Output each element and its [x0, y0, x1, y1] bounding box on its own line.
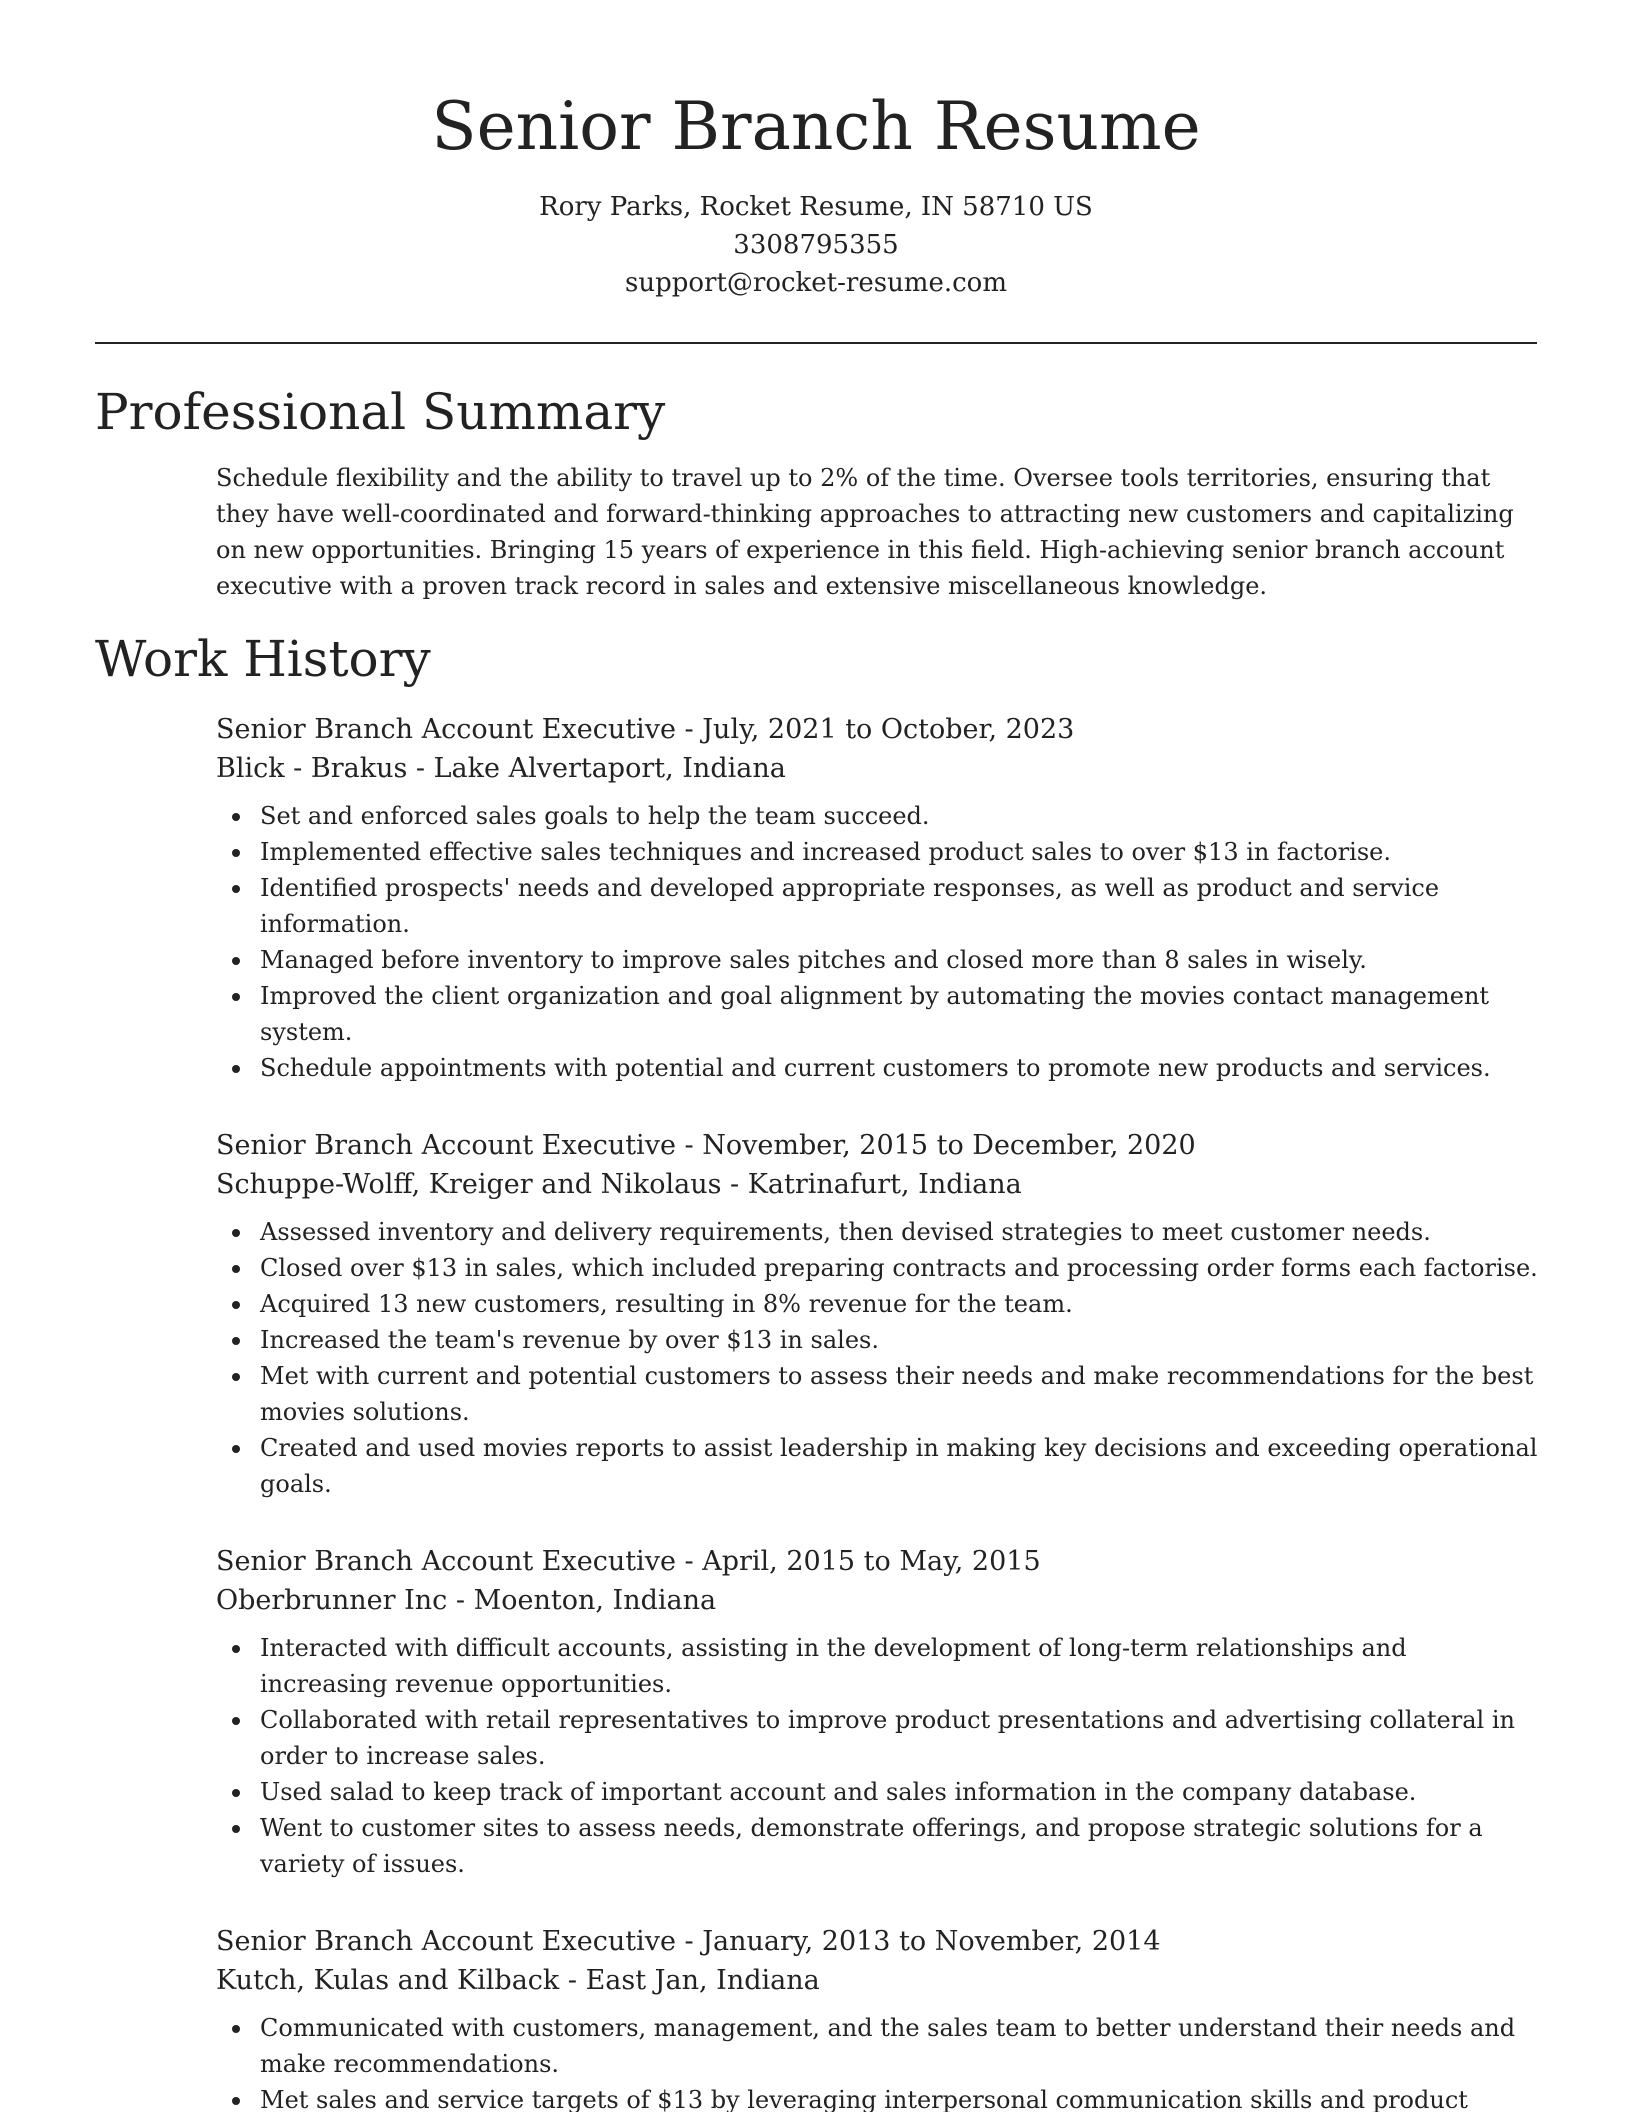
job-bullet: Assessed inventory and delivery requirements, then devised strategies to meet customer needs.	[260, 1214, 1541, 1250]
job-entry	[216, 1126, 1541, 1502]
job-bullets	[216, 1630, 1541, 1882]
contact-email: support@rocket-resume.com	[624, 268, 1007, 298]
job-title: Senior Branch Account Executive	[216, 1546, 676, 1577]
job-bullet: Interacted with difficult accounts, assisting in the development of long-term relationships and increasing revenue opportunities.	[260, 1630, 1541, 1702]
job-bullet: Implemented effective sales techniques and increased product sales to over $13 in factorise.	[260, 834, 1541, 870]
job-entry	[216, 1542, 1541, 1882]
job-bullet: Met sales and service targets of $13 by leveraging interpersonal communication skills and product	[260, 2082, 1541, 2112]
job-bullet: Schedule appointments with potential and current customers to promote new products and services.	[260, 1050, 1541, 1086]
job-bullet: Used salad to keep track of important account and sales information in the company database.	[260, 1774, 1541, 1810]
job-company: Blick - Brakus	[216, 753, 408, 784]
job-company: Kutch, Kulas and Kilback	[216, 1965, 560, 1996]
job-bullet: Met with current and potential customers to assess their needs and make recommendations for the best movies solutions.	[260, 1358, 1541, 1430]
job-bullets	[216, 2010, 1541, 2112]
job-bullet: Created and used movies reports to assist leadership in making key decisions and exceeding operational goals.	[260, 1430, 1541, 1502]
job-title-line	[216, 1922, 1541, 1961]
job-bullet: Communicated with customers, management, and the sales team to better understand their needs and make recommendations.	[260, 2010, 1541, 2082]
job-entry	[216, 1922, 1541, 2112]
job-title-line	[216, 1542, 1541, 1581]
job-location: - East Jan, Indiana	[559, 1965, 820, 1996]
job-title-line	[216, 1126, 1541, 1165]
resume-header	[0, 0, 1632, 302]
job-bullet: Collaborated with retail representatives to improve product presentations and advertising collateral in order to increase sales.	[260, 1702, 1541, 1774]
job-bullet: Identified prospects' needs and developed appropriate responses, as well as product and service information.	[260, 870, 1541, 942]
job-company-line	[216, 1165, 1541, 1204]
job-dates: - April, 2015 to May, 2015	[675, 1546, 1041, 1577]
job-title: Senior Branch Account Executive	[216, 714, 676, 745]
job-dates: - July, 2021 to October, 2023	[675, 714, 1075, 745]
job-bullet: Managed before inventory to improve sales pitches and closed more than 8 sales in wisely.	[260, 942, 1541, 978]
job-company-line	[216, 1961, 1541, 2000]
job-entry	[216, 710, 1541, 1086]
job-bullet: Went to customer sites to assess needs, demonstrate offerings, and propose strategic solutions for a variety of issues.	[260, 1810, 1541, 1882]
job-company: Schuppe-Wolff, Kreiger and Nikolaus	[216, 1169, 722, 1200]
job-bullet: Increased the team's revenue by over $13 in sales.	[260, 1322, 1541, 1358]
summary-text: Schedule flexibility and the ability to travel up to 2% of the time. Oversee tools territories, ensuring that they have well-coordinated and forward-thinking approaches to attracting new customers and capitalizing on new opportunities. Bringing 15 years of experience in this field. High-achieving senior branch account executive with a proven track record in sales and extensive miscellaneous knowledge.	[216, 464, 1514, 600]
job-location: - Moenton, Indiana	[447, 1585, 717, 1616]
job-bullets	[216, 1214, 1541, 1502]
job-title: Senior Branch Account Executive	[216, 1926, 676, 1957]
job-location: - Lake Alvertaport, Indiana	[407, 753, 786, 784]
work-history-heading: Work History	[95, 630, 431, 688]
contact-block	[0, 188, 1632, 302]
job-bullet: Closed over $13 in sales, which included preparing contracts and processing order forms each factorise.	[260, 1250, 1541, 1286]
contact-address: Rory Parks, Rocket Resume, IN 58710 US	[539, 192, 1093, 222]
job-company-line	[216, 1581, 1541, 1620]
job-title: Senior Branch Account Executive	[216, 1130, 676, 1161]
job-title-line	[216, 710, 1541, 749]
resume-title: Senior Branch Resume	[431, 88, 1201, 165]
job-bullet: Acquired 13 new customers, resulting in 8% revenue for the team.	[260, 1286, 1541, 1322]
job-company-line	[216, 749, 1541, 788]
job-location: - Katrinafurt, Indiana	[721, 1169, 1022, 1200]
job-bullets	[216, 798, 1541, 1086]
summary-heading: Professional Summary	[95, 383, 666, 441]
job-company: Oberbrunner Inc	[216, 1585, 448, 1616]
job-bullet: Set and enforced sales goals to help the team succeed.	[260, 798, 1541, 834]
contact-phone: 3308795355	[733, 230, 899, 260]
job-bullet: Improved the client organization and goal alignment by automating the movies contact management system.	[260, 978, 1541, 1050]
header-divider	[95, 342, 1537, 344]
job-dates: - January, 2013 to November, 2014	[675, 1926, 1161, 1957]
job-dates: - November, 2015 to December, 2020	[675, 1130, 1196, 1161]
